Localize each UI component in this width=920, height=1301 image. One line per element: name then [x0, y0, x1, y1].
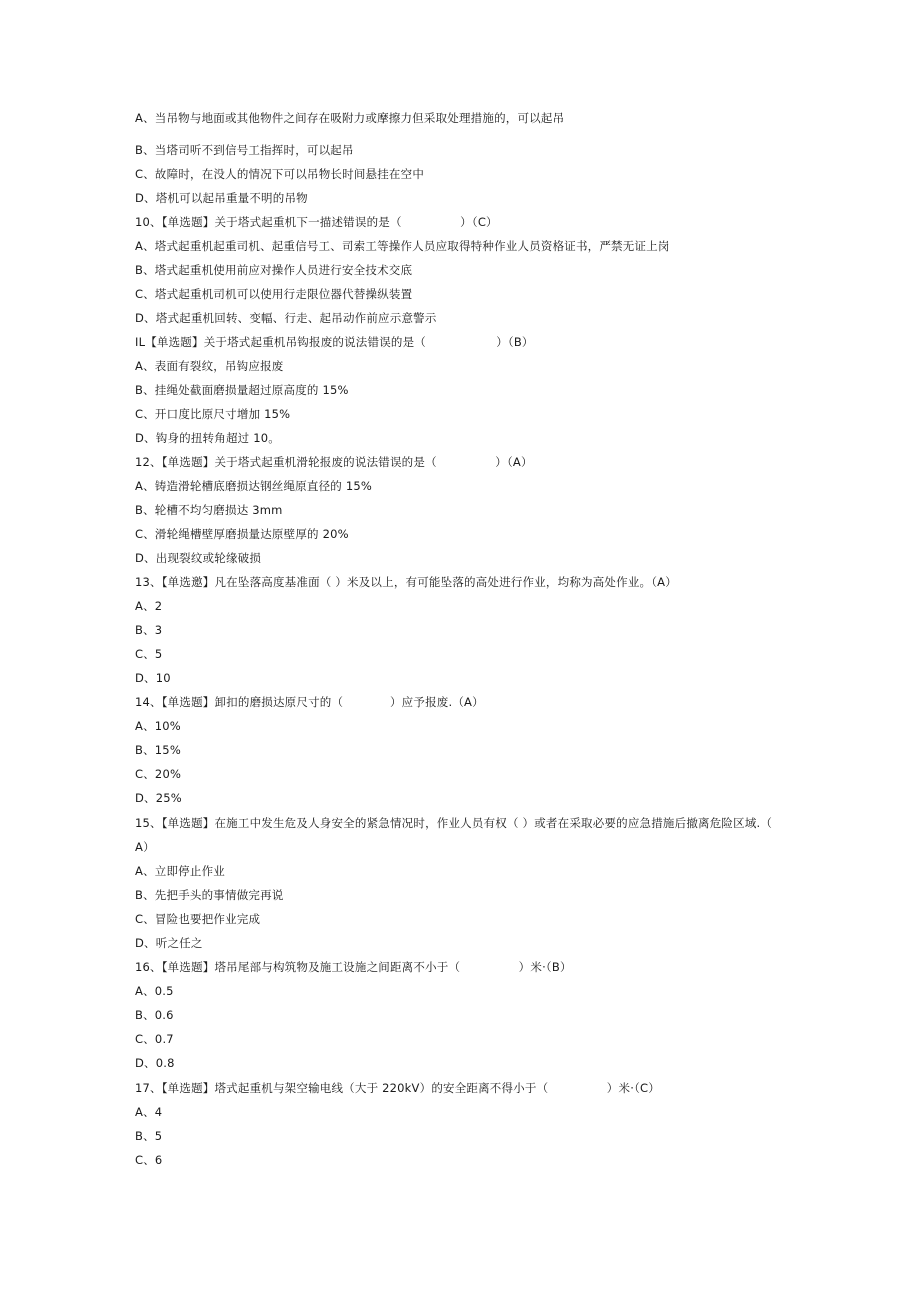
question-line: 12、【单选题】关于塔式起重机滑轮报废的说法错误的是（ ）（A） [135, 455, 533, 469]
text-line: A、立即停止作业 [135, 864, 225, 878]
text-line: B、塔式起重机使用前应对操作人员进行安全技术交底 [135, 263, 413, 277]
text-line: A、0.5 [135, 984, 174, 998]
text-line: D、25% [135, 791, 182, 805]
text-line: B、先把手头的事情做完再说 [135, 888, 284, 902]
text-line: C、0.7 [135, 1032, 174, 1046]
text-line: A、4 [135, 1105, 163, 1119]
text-line: D、10 [135, 671, 171, 685]
text-line: B、3 [135, 623, 163, 637]
question-line: IL【单选题】关于塔式起重机吊钩报废的说法错误的是（ ）（B） [135, 335, 534, 349]
text-line: C、故障时，在没人的情况下可以吊物长时间悬挂在空中 [135, 167, 425, 181]
text-line: C、开口度比原尺寸增加 15% [135, 407, 291, 421]
text-line: A、塔式起重机起重司机、起重信号工、司索工等操作人员应取得特种作业人员资格证书，严禁无证上岗 [135, 239, 670, 253]
text-line: B、5 [135, 1129, 163, 1143]
text-line: D、钩身的扭转角超过 10。 [135, 431, 280, 445]
text-line: A、2 [135, 599, 163, 613]
question-line: 16、【单选题】塔吊尾部与构筑物及施工设施之间距离不小于（ ）米·（B） [135, 960, 572, 974]
text-line: D、塔式起重机回转、变幅、行走、起吊动作前应示意警示 [135, 311, 437, 325]
question-line: 10、【单选题】关于塔式起重机下一描述错误的是（ ）（C） [135, 215, 498, 229]
text-line: A、10% [135, 719, 181, 733]
text-line: B、轮槽不均匀磨损达 3mm [135, 503, 283, 517]
text-line: D、0.8 [135, 1056, 175, 1070]
text-line: B、当塔司听不到信号工指挥时，可以起吊 [135, 143, 354, 157]
text-line: A） [135, 840, 155, 854]
question-line: 14、【单选题】卸扣的磨损达原尺寸的（ ）应予报废.（A） [135, 695, 484, 709]
question-line: 17、【单选题】塔式起重机与架空输电线（大于 220kV）的安全距离不得小于（ ）米·（C） [135, 1081, 660, 1095]
text-line: C、20% [135, 767, 182, 781]
text-line: C、6 [135, 1153, 163, 1167]
text-line: A、表面有裂纹，吊钩应报废 [135, 359, 284, 373]
text-line: B、挂绳处截面磨损量超过原高度的 15% [135, 383, 349, 397]
text-line: C、冒险也要把作业完成 [135, 912, 261, 926]
text-line: B、0.6 [135, 1008, 174, 1022]
question-line: 13、【单选邀】凡在坠落高度基准面（ ）米及以上，有可能坠落的高处进行作业，均称为高处作业。（A） [135, 575, 677, 589]
text-line: A、当吊物与地面或其他物件之间存在吸附力或摩擦力但采取处理措施的，可以起吊 [135, 111, 565, 125]
text-line: C、塔式起重机司机可以使用行走限位器代替操纵装置 [135, 287, 413, 301]
text-line: D、听之任之 [135, 936, 203, 950]
text-line: B、15% [135, 743, 181, 757]
text-line: D、出现裂纹或轮缘破损 [135, 551, 262, 565]
text-line: C、5 [135, 647, 163, 661]
text-line: D、塔机可以起吊重量不明的吊物 [135, 191, 308, 205]
question-line: 15、【单选题】在施工中发生危及人身安全的紧急情况时，作业人员有权（ ）或者在采取必要的应急措施后撤离危险区域.（ [135, 816, 773, 830]
text-line: C、滑轮绳槽壁厚磨损量达原壁厚的 20% [135, 527, 349, 541]
text-line: A、铸造滑轮槽底磨损达钢丝绳原直径的 15% [135, 479, 372, 493]
